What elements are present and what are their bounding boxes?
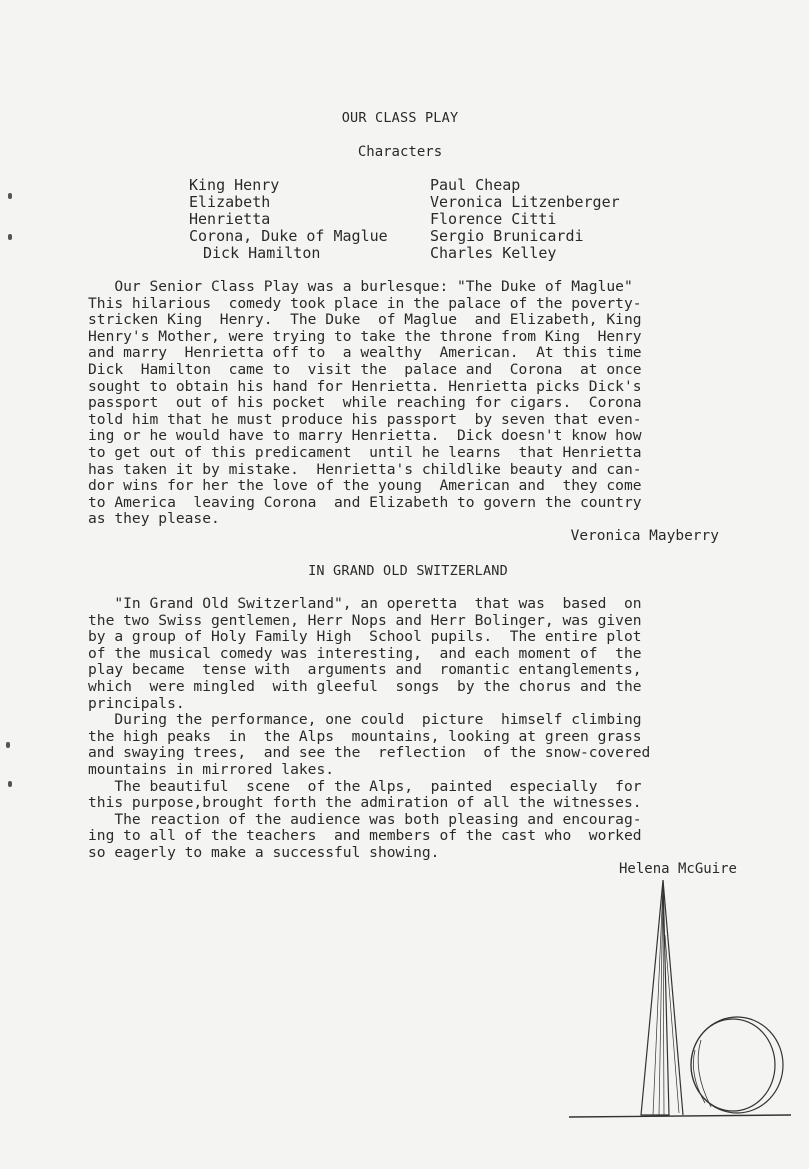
cast-role: King Henry: [189, 176, 280, 194]
obelisk-one-drawing: [641, 880, 683, 1115]
cast-role: Henrietta: [189, 210, 271, 228]
page-title: OUR CLASS PLAY: [341, 110, 459, 126]
cast-row: [189, 194, 659, 211]
cast-actor: Paul Cheap: [430, 176, 521, 194]
ground-line: [569, 1115, 791, 1117]
cast-role: Elizabeth: [189, 193, 271, 211]
section-heading: IN GRAND OLD SWITZERLAND: [308, 563, 508, 579]
cast-row: [189, 211, 659, 228]
cast-actor: Charles Kelley: [430, 244, 557, 262]
cast-list: [189, 177, 659, 262]
article-signature: Veronica Mayberry: [570, 528, 719, 544]
cast-role: Dick Hamilton: [203, 244, 321, 262]
cast-actor: Sergio Brunicardi: [430, 227, 584, 245]
cast-actor: Veronica Litzenberger: [430, 193, 620, 211]
class-play-article: Our Senior Class Play was a burlesque: "The Duke of Maglue" This hilarious comedy took place in the palace of the poverty- stricken King Henry. The Duke of Maglue and Elizabeth, King Henry's Mother, were trying to take the throne from King Henry and marry Henrietta off to a wealthy American. At this time Dick Hamilton came to visit the palace and Corona at once sought to obtain his hand for Henrietta. Henrietta picks Dick's passport out of his pocket while reaching for cigars. Corona told him that he must produce his passport by seven that even- ing or he would have to marry Henrietta. Dick doesn't know how to get out of this predicament until he learns that Henrietta has taken it by mistake. Henrietta's childlike beauty and can- dor wins for her the love of the young American and they come to America leaving Corona and Elizabeth to govern the country as they please.: [88, 278, 642, 528]
operetta-article: "In Grand Old Switzerland", an operetta that was based on the two Swiss gentlemen, Herr Nops and Herr Bolinger, was given by a group of Holy Family High School pupils. The entire plot of the musical comedy was interesting, and each moment of the play became tense with arguments and romantic entanglements, which were mingled with gleeful songs by the chorus and the principals. During the performance, one could picture himself climbing the high peaks in the Alps mountains, looking at green grass and swaying trees, and see the reflection of the snow-covered mountains in mirrored lakes. The beautiful scene of the Alps, painted especially for this purpose,brought forth the admiration of all the witnesses. The reaction of the audience was both pleasing and encourag- ing to all of the teachers and members of the cast who worked so eagerly to make a successful showing.: [88, 595, 651, 861]
characters-heading: Characters: [357, 144, 443, 160]
cast-row: [189, 245, 659, 262]
article-signature: Helena McGuire: [618, 861, 737, 877]
cast-row: [189, 228, 659, 245]
ring-zero-drawing: [691, 1017, 783, 1113]
number-ten-illustration: [565, 875, 795, 1125]
cast-actor: Florence Citti: [430, 210, 557, 228]
cast-role: Corona, Duke of Maglue: [189, 227, 388, 245]
cast-row: [189, 177, 659, 194]
